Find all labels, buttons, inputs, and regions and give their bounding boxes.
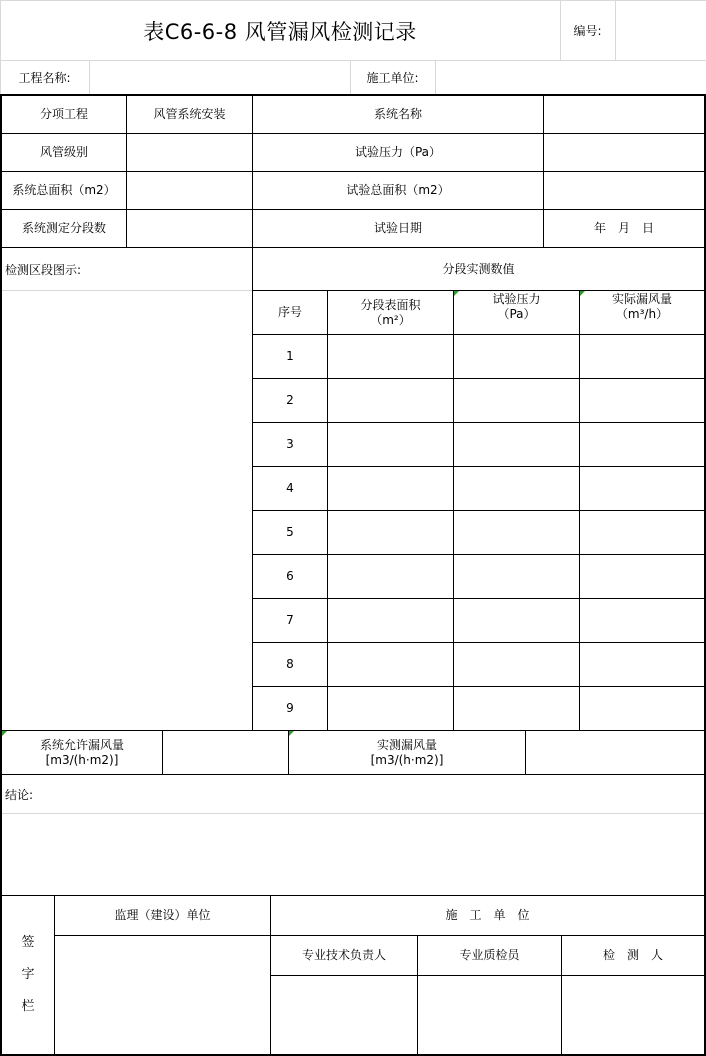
table-row-seq: 4 xyxy=(286,481,294,495)
table-row-seq: 1 xyxy=(286,349,294,363)
col-pressure-title: 试验压力 xyxy=(492,292,541,306)
col-leak-header xyxy=(580,291,704,334)
construction-unit-field[interactable] xyxy=(436,62,706,94)
construction-label: 施 工 单 位 xyxy=(445,908,530,922)
supervisor-signature-field[interactable] xyxy=(55,936,270,1054)
allowed-leak-unit: [m3/(h·m2)] xyxy=(45,752,119,767)
measured-leak-label xyxy=(289,731,525,774)
system-area-label: 系统总面积（m2） xyxy=(12,183,116,197)
number-field[interactable] xyxy=(616,1,705,59)
table-row-seq: 9 xyxy=(286,701,294,715)
col-area-header xyxy=(328,291,453,334)
supervisor-label: 监理（建设）单位 xyxy=(114,908,211,922)
segments-label: 系统测定分段数 xyxy=(21,221,106,235)
diagram-area[interactable] xyxy=(2,291,252,730)
table-row-seq: 2 xyxy=(286,393,294,407)
section-title: 分段实测数值 xyxy=(442,261,515,276)
system-name-label: 系统名称 xyxy=(373,107,422,121)
tech-lead-label: 专业技术负责人 xyxy=(301,948,386,962)
tech-lead-signature-field[interactable] xyxy=(271,976,417,1054)
signature-char: 字 xyxy=(21,967,35,982)
test-pressure-label: 试验压力（Pa） xyxy=(354,145,442,159)
construction-unit-label: 施工单位: xyxy=(366,70,419,85)
project-name-field[interactable] xyxy=(90,62,350,94)
allowed-leak-field[interactable] xyxy=(163,731,288,774)
col-pressure-header xyxy=(454,291,579,334)
col-leak-unit: （m³/h） xyxy=(615,307,669,321)
diagram-label: 检测区段图示: xyxy=(5,262,82,277)
test-date-label: 试验日期 xyxy=(373,221,422,235)
qc-label: 专业质检员 xyxy=(459,948,520,962)
duct-grade-label: 风管级别 xyxy=(39,145,88,159)
test-area-field[interactable] xyxy=(544,172,704,209)
sub-project-label: 分项工程 xyxy=(39,107,88,121)
col-area-title: 分段表面积 xyxy=(360,297,421,312)
test-pressure-field[interactable] xyxy=(544,134,704,171)
system-name-field[interactable] xyxy=(544,96,704,133)
test-date-value[interactable]: 年 月 日 xyxy=(593,221,654,235)
inspector-label: 检 测 人 xyxy=(602,948,663,962)
col-pressure-unit: （Pa） xyxy=(497,307,536,321)
table-row-seq: 5 xyxy=(286,525,294,539)
system-area-field[interactable] xyxy=(127,172,252,209)
measured-leak-field[interactable] xyxy=(526,731,704,774)
col-seq-header: 序号 xyxy=(277,305,302,319)
conclusion-label: 结论: xyxy=(5,787,34,802)
table-row-seq: 7 xyxy=(286,613,294,627)
allowed-leak-label xyxy=(2,731,162,774)
table-row-seq: 3 xyxy=(286,437,294,451)
test-area-label: 试验总面积（m2） xyxy=(346,183,450,197)
inspector-signature-field[interactable] xyxy=(562,976,704,1054)
measured-leak-unit: [m3/(h·m2)] xyxy=(370,752,444,767)
project-name-label: 工程名称: xyxy=(18,70,71,85)
table-row-seq: 6 xyxy=(286,569,294,583)
duct-grade-field[interactable] xyxy=(127,134,252,171)
segments-field[interactable] xyxy=(127,210,252,247)
signature-column-label xyxy=(2,896,54,1054)
conclusion-field[interactable] xyxy=(2,814,704,895)
sub-project-value: 风管系统安装 xyxy=(153,107,226,121)
col-leak-title: 实际漏风量 xyxy=(611,292,672,306)
page-title: 表C6-6-8 风管漏风检测记录 xyxy=(143,19,417,44)
qc-signature-field[interactable] xyxy=(418,976,561,1054)
col-area-unit: （m²） xyxy=(370,312,411,327)
signature-char: 签 xyxy=(21,935,35,950)
table-row-seq: 8 xyxy=(286,657,294,671)
number-label: 编号: xyxy=(573,23,602,38)
allowed-leak-title: 系统允许漏风量 xyxy=(39,737,124,752)
signature-char: 栏 xyxy=(21,999,35,1014)
measured-leak-title: 实测漏风量 xyxy=(376,737,437,752)
